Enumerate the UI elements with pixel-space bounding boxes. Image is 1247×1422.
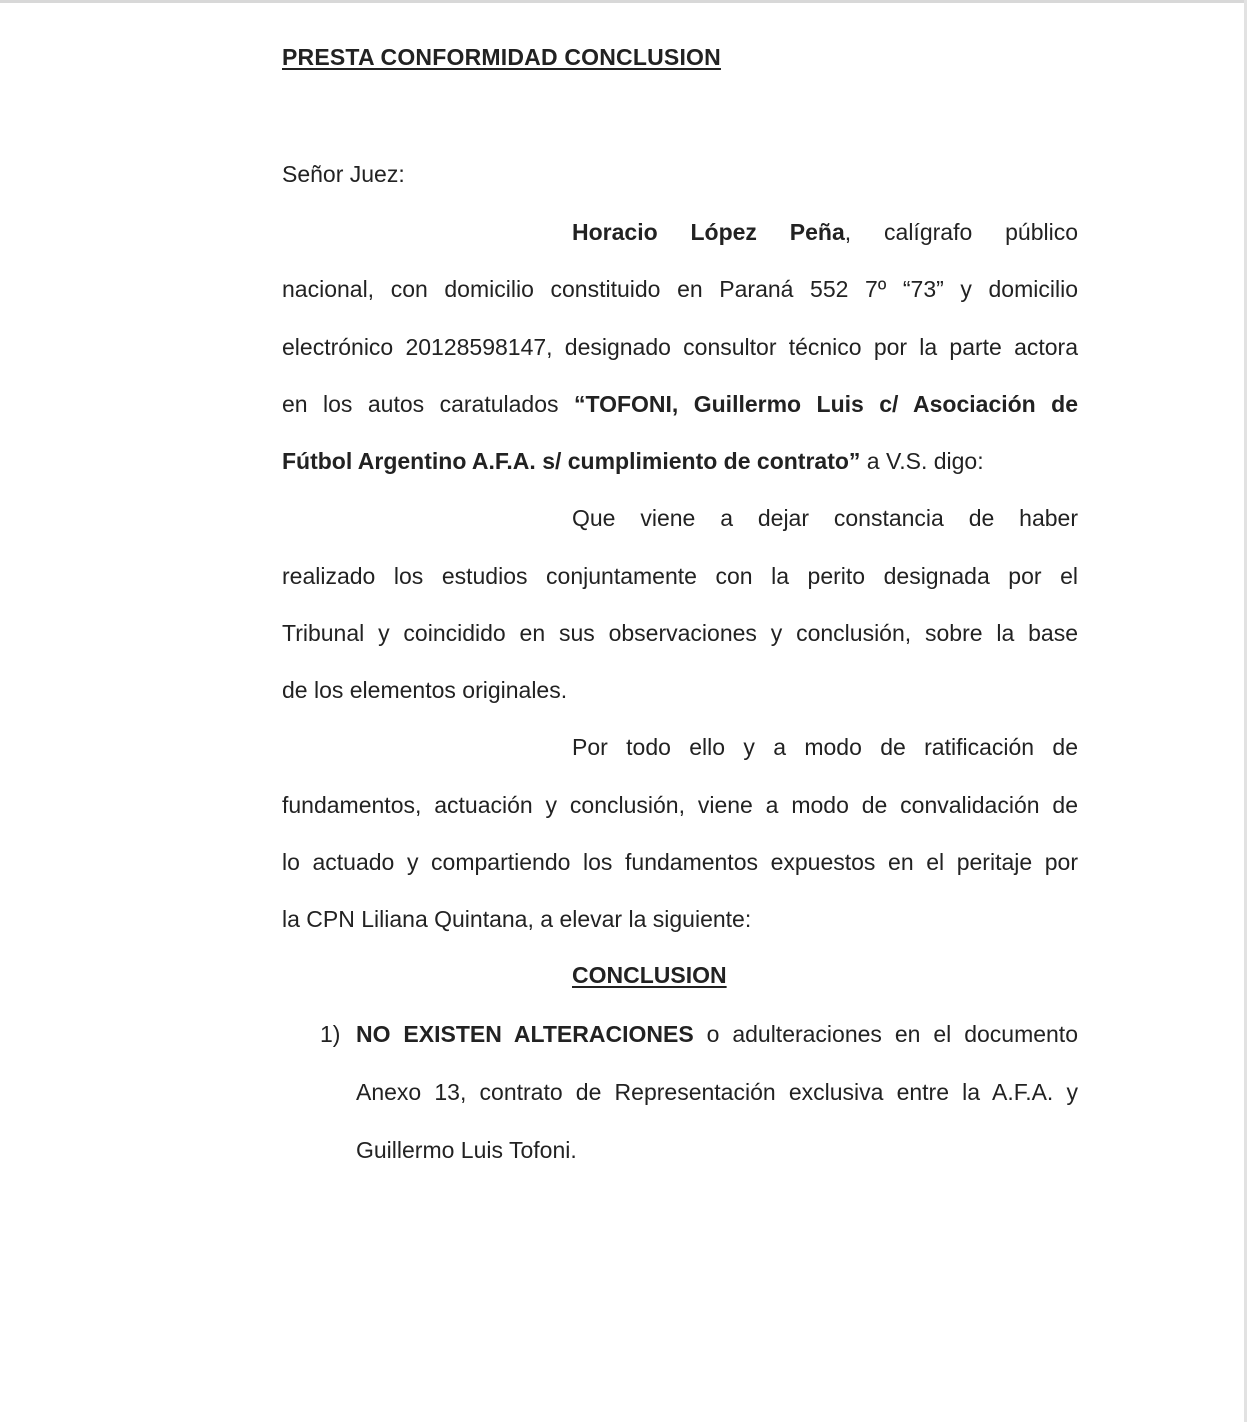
conclusion-heading: CONCLUSION (572, 962, 727, 988)
salutation: Señor Juez: (282, 161, 405, 187)
conclusion-item-line-1 (356, 1017, 1078, 1051)
case-title-part-1: “TOFONI, Guillermo Luis c/ Asociación de (573, 391, 1079, 417)
paragraph-2-line-4: de los elementos originales. (282, 677, 568, 703)
paragraph-3-line-3: lo actuado y compartiendo los fundamentos expuestos en el peritaje por (282, 849, 1078, 875)
intro-line-5-text: a V.S. digo: (860, 448, 984, 474)
paragraph-2-line-1: Que viene a dejar constancia de haber (572, 505, 1078, 531)
author-name: Horacio López Peña (572, 219, 845, 245)
conclusion-item-number: 1) (320, 1021, 341, 1047)
paragraph-3-line-2: fundamentos, actuación y conclusión, viene a modo de convalidación de (282, 792, 1078, 818)
conclusion-item-line-3: Guillermo Luis Tofoni. (356, 1137, 577, 1163)
intro-line-2: nacional, con domicilio constituido en Paraná 552 7º “73” y domicilio (282, 276, 1078, 302)
page-top-edge (0, 0, 1247, 3)
conclusion-item-line-2: Anexo 13, contrato de Representación exclusiva entre la A.F.A. y (356, 1079, 1078, 1105)
intro-line-4 (282, 387, 1078, 421)
conclusion-item-text: o adulteraciones en el documento (693, 1021, 1078, 1047)
paragraph-3-line-1: Por todo ello y a modo de ratificación de (572, 734, 1078, 760)
document-title: PRESTA CONFORMIDAD CONCLUSION (282, 44, 721, 70)
intro-line-3: electrónico 20128598147, designado consultor técnico por la parte actora (282, 334, 1078, 360)
intro-line-5 (282, 444, 1078, 478)
paragraph-3-line-4: la CPN Liliana Quintana, a elevar la siguiente: (282, 906, 752, 932)
intro-line-4-text: en los autos caratulados (282, 391, 574, 417)
author-title: , calígrafo público (844, 219, 1078, 245)
paragraph-2-line-2: realizado los estudios conjuntamente con la perito designada por el (282, 563, 1078, 589)
paragraph-2-line-3: Tribunal y coincidido en sus observaciones y conclusión, sobre la base (282, 620, 1078, 646)
case-title-part-2: Fútbol Argentino A.F.A. s/ cumplimiento de contrato” (282, 448, 861, 474)
intro-line-1 (572, 215, 1078, 249)
conclusion-item-bold: NO EXISTEN ALTERACIONES (356, 1021, 694, 1047)
